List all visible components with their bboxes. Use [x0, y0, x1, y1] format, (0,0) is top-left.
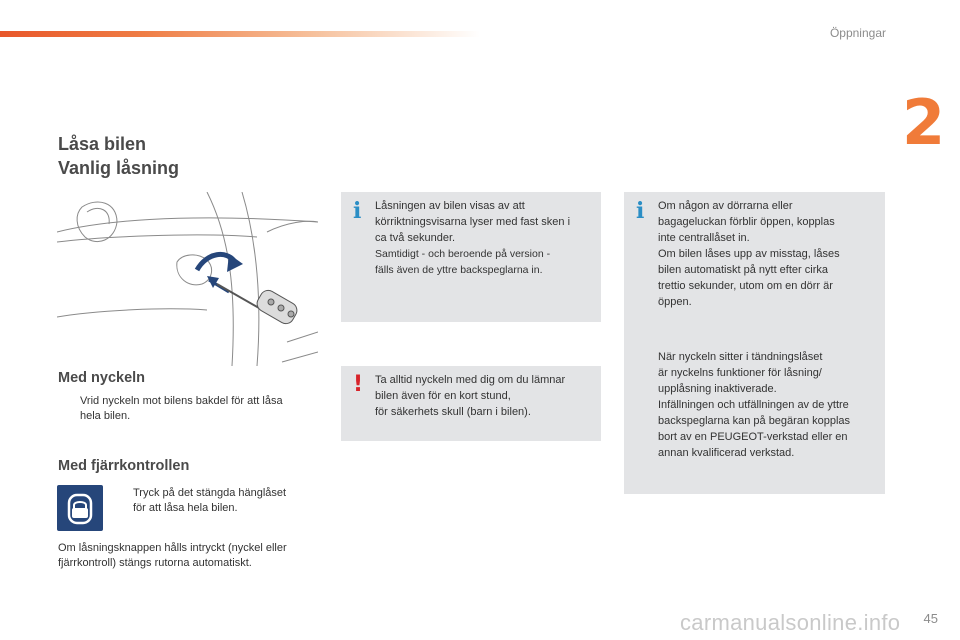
info-icon: i — [636, 198, 645, 224]
with-remote-text: Tryck på det stängda hänglåset för att låsa hela bilen. — [133, 487, 287, 514]
chapter-number: 2 — [902, 86, 946, 159]
section-title: Öppningar — [829, 26, 886, 40]
info-box-indicators — [341, 192, 601, 322]
page-title: Låsa bilen — [58, 134, 147, 154]
info-box-central-locking — [624, 192, 885, 494]
info-text-ignition: När nyckeln sitter i tändningslåset är nyckelns funktioner för låsning/ upplåsning inaktiverade. Infällningen och utfällningen av de yttre backspeglarna kan på begäran kopplas bort av en PEUGEOT-verkstad eller en annan kvalificerad verkstad. — [658, 351, 851, 459]
padlock-closed-icon — [57, 485, 103, 531]
info-text-version: Samtidigt - och beroende på version - fälls även de yttre backspeglarna in. — [375, 248, 551, 276]
with-key-text: Vrid nyckeln mot bilens bakdel för att låsa hela bilen. — [80, 395, 283, 422]
with-key-bullet — [58, 394, 318, 426]
with-key-heading: Med nyckeln — [58, 370, 146, 386]
watermark: carmanualsonline.info — [680, 610, 901, 635]
info-text-doors: Om någon av dörrarna eller bagageluckan förblir öppen, kopplas inte centrallåset in. Om bilen låses upp av misstag, låses bilen automatiskt på nytt efter cirka trettio sekunder, utom om en dörr är öppen. — [658, 200, 840, 308]
page-subtitle: Vanlig låsning — [58, 158, 180, 178]
info-icon: i — [353, 198, 362, 224]
door-key-illustration — [57, 192, 318, 366]
warning-box — [341, 366, 601, 441]
info-text: Låsningen av bilen visas av att körriktningsvisarna lyser med fast sken i ca två sekunder. — [375, 200, 571, 244]
warning-text: Ta alltid nyckeln med dig om du lämnar bilen även för en kort stund, för säkerhets skull (barn i bilen). — [375, 374, 566, 418]
warning-icon: ! — [353, 372, 364, 397]
window-closing-note: Om låsningsknappen hålls intryckt (nyckel eller fjärrkontroll) stängs rutorna automatiskt. — [58, 542, 287, 569]
with-remote-heading: Med fjärrkontrollen — [58, 458, 190, 474]
page-number: 45 — [923, 611, 938, 626]
with-remote-bullet — [111, 486, 321, 518]
header-accent-bar — [0, 31, 480, 37]
